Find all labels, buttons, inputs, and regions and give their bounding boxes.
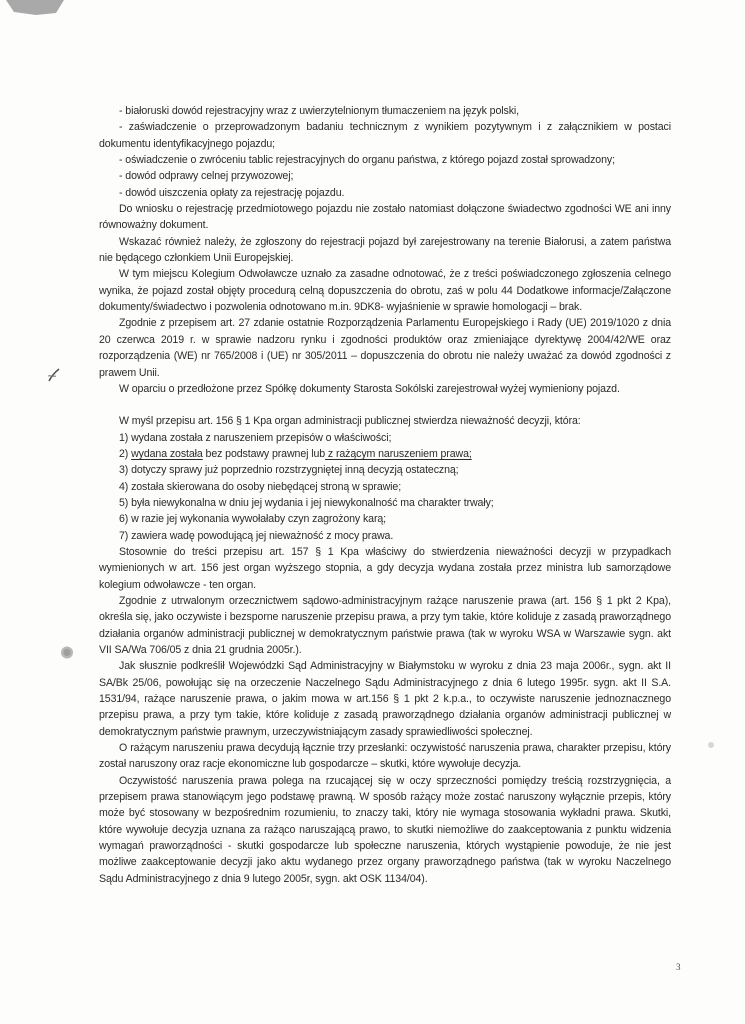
pen-mark <box>47 367 61 383</box>
art156-point: 4) została skierowana do osoby niebędącej stroną w sprawie; <box>119 480 402 493</box>
art156-point: 3) dotyczy sprawy już poprzednio rozstrzygniętej inną decyzją ostateczną; <box>119 464 459 477</box>
page-number: 3 <box>676 962 681 972</box>
body-paragraph: Zgodnie z utrwalonym orzecznictwem sądowo-administracyjnym rażące naruszenie prawa (art. 156 § 1 pkt 2 Kpa), określa się, jako oczywiste i bezsporne naruszenie przepisu prawa, a przy tym takie, które koliduje z zasadą praworządnego działania organów administracji publicznej w demokratycznym państwie prawa (tak w wyroku WSA w Warszawie sygn. akt VII SA/Wa 706/05 z dnia 21 grudnia 2005r.). <box>99 594 671 656</box>
body-paragraph: Zgodnie z przepisem art. 27 zdanie ostatnie Rozporządzenia Parlamentu Europejskiego i Rady (UE) 2019/1020 z dnia 20 czerwca 2019 r. w sprawie nadzoru rynku i zgodności produktów oraz zmieniające dyrektywę 2004/42/WE oraz rozporządzenia (WE) nr 765/2008 i (UE) nr 305/2011 – dopuszczenia do obrotu nie należy uważać za dowód zgodności z prawem Unii. <box>99 317 671 379</box>
plain-phrase: bez podstawy prawnej lub <box>202 447 326 460</box>
point-number: 2) <box>119 447 132 460</box>
document-body <box>99 103 671 887</box>
attachment-item: - białoruski dowód rejestracyjny wraz z uwierzytelnionym tłumaczeniem na język polski, <box>119 105 519 117</box>
underlined-phrase: z rażącym naruszeniem prawa; <box>325 447 472 460</box>
art156-point: 7) zawiera wadę powodującą jej nieważność z mocy prawa. <box>119 529 394 542</box>
underlined-phrase: wydana została <box>131 447 203 460</box>
body-paragraph: W tym miejscu Kolegium Odwoławcze uznało za zasadne odnotować, że z treści poświadczonego zgłoszenia celnego wynika, że pojazd został objęty procedurą celną dopuszczenia do obrotu, zaś w polu 44 Dodatkowe informacje/Załączone dokumenty/świadectwo i pozwolenia odnotowano m.in. 9DK8- wyjaśnienie w sprawie homologacji – brak. <box>99 268 671 314</box>
attachment-item: - oświadczenie o zwróceniu tablic rejestracyjnych do organu państwa, z którego pojazd został sprowadzony; <box>119 154 615 167</box>
punch-hole-mark <box>59 645 75 660</box>
art156-point-2 <box>99 446 671 462</box>
scan-corner-mark <box>6 0 64 16</box>
attachment-item: - zaświadczenie o przeprowadzonym badaniu technicznym z wynikiem pozytywnym i z załącznikiem w postaci dokumentu identyfikacyjnego pojazdu; <box>99 121 671 150</box>
body-paragraph: Do wniosku o rejestrację przedmiotowego pojazdu nie zostało natomiast dołączone świadectwo zgodności WE ani inny równoważny dokument. <box>99 203 671 232</box>
art156-point: 6) w razie jej wykonania wywołałaby czyn zagrożony karą; <box>119 513 387 526</box>
body-paragraph: Jak słusznie podkreślił Wojewódzki Sąd Administracyjny w Białymstoku w wyroku z dnia 23 maja 2006r., sygn. akt II SA/Bk 25/06, powołując się na orzeczenie Naczelnego Sądu Administracyjnego z dnia 6 lutego 1995r. sygn. akt II S.A. 1531/94, rażące naruszenie prawa, o jakim mowa w art.156 § 1 pkt 2 k.p.a., to oczywiste naruszenie jednoznacznego przepisu prawa, a przy tym takie, które koliduje z zasadą praworządnego działania organów administracji publicznej w demokratycznym państwie prawnym, urzeczywistniającym zasady sprawiedliwości społecznej. <box>99 660 671 738</box>
body-paragraph: Wskazać również należy, że zgłoszony do rejestracji pojazd był zarejestrowany na terenie Białorusi, a zatem państwa nie będącego członkiem Unii Europejskiej. <box>99 235 671 265</box>
body-paragraph: Oczywistość naruszenia prawa polega na rzucającej się w oczy sprzeczności pomiędzy treścią rozstrzygnięcia, a przepisem prawa stanowiącym jego podstawę prawną. W sposób rażący może zostać naruszony wyłącznie przepis, który może być stosowany w bezpośrednim rozumieniu, to znaczy taki, który nie wymaga stosowania wykładni prawa. Skutki, które wywołuje decyzja uznana za rażąco naruszającą prawo, to skutki niemożliwe do zaakceptowania z punktu widzenia wymagań praworządności - skutki gospodarcze lub społeczne naruszenia, których wystąpienie powoduje, że nie jest możliwe zaakceptowanie decyzji jako aktu wydanego przez organy praworządnego państwa (tak w wyroku Naczelnego Sądu Administracyjnego z dnia 9 lutego 2005r, sygn. akt OSK 1134/04). <box>99 774 671 885</box>
attachment-item: - dowód odprawy celnej przywozowej; <box>119 170 294 183</box>
attachment-item: - dowód uiszczenia opłaty za rejestrację pojazdu. <box>119 186 345 199</box>
body-paragraph: O rażącym naruszeniu prawa decydują łącznie trzy przesłanki: oczywistość naruszenia prawa, charakter przepisu, który został naruszony oraz racje ekonomiczne lub gospodarcze – skutki, które wywołuje decyzja. <box>99 742 671 771</box>
art156-point: 5) była niewykonalna w dniu jej wydania i jej niewykonalność ma charakter trwały; <box>119 496 494 509</box>
art156-intro: W myśl przepisu art. 156 § 1 Kpa organ administracji publicznej stwierdza nieważność decyzji, która: <box>119 415 581 428</box>
section-gap <box>99 397 671 413</box>
body-paragraph: W oparciu o przedłożone przez Spółkę dokumenty Starosta Sokólski zarejestrował wyżej wymieniony pojazd. <box>119 382 620 395</box>
scan-speck <box>708 742 714 748</box>
art156-point: 1) wydana została z naruszeniem przepisów o właściwości; <box>119 431 392 444</box>
body-paragraph: Stosownie do treści przepisu art. 157 § 1 Kpa właściwy do stwierdzenia nieważności decyzji w przypadkach wymienionych w art. 156 jest organ wyższego stopnia, a gdy decyzja wydana została przez ministra lub samorządowe kolegium odwoławcze - ten organ. <box>99 545 671 591</box>
